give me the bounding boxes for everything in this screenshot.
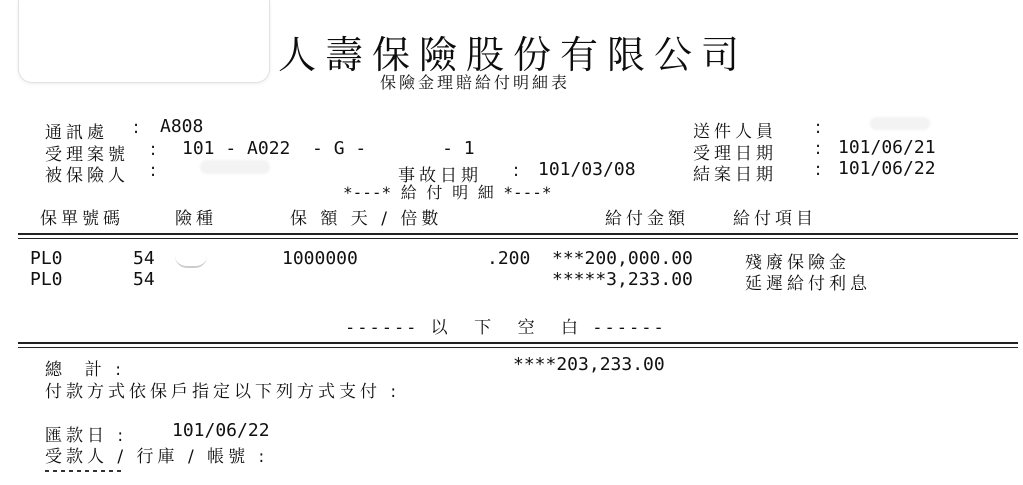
row1-pay: ***200,000.00 <box>552 248 693 269</box>
remit-date-label: 匯款日 : <box>45 426 128 446</box>
sender-colon: : <box>815 117 823 138</box>
accident-date-label: 事故日期 <box>398 166 482 186</box>
row1-policy: PL0 <box>30 248 63 269</box>
payment-note: 付款方式依保戶指定以下列方式支付 : <box>45 382 401 402</box>
close-date-value: 101/06/22 <box>838 158 936 179</box>
redacted-payee-line <box>45 470 125 472</box>
totals-rule-2 <box>18 347 1018 348</box>
total-value: ****203,233.00 <box>513 354 665 375</box>
accept-date-label: 受理日期 <box>693 144 777 164</box>
form-title: 保險金理賠給付明細表 <box>380 73 571 92</box>
row2-pay: *****3,233.00 <box>552 269 693 290</box>
col-type-header: 險種 <box>175 209 217 229</box>
total-label: 總 計 : <box>45 360 125 380</box>
col-pay-item-header: 給付項目 <box>733 209 817 229</box>
accept-colon: : <box>815 138 823 159</box>
sender-label: 送件人員 <box>693 122 777 142</box>
remit-date-value: 101/06/22 <box>172 420 270 441</box>
totals-rule <box>18 342 1018 344</box>
redacted-mark <box>175 256 207 268</box>
redacted-sender <box>870 117 930 130</box>
blank-marker: ------ 以 下 空 白 ------ <box>345 318 666 338</box>
contact-label: 通訊處 <box>45 123 108 143</box>
case-number-label: 受理案號 <box>45 145 129 165</box>
row1-amount: 1000000 <box>282 248 358 269</box>
row1-multiple: .200 <box>487 248 531 269</box>
company-name: 人壽保險股份有限公司 <box>278 33 749 77</box>
row2-type: 54 <box>133 269 155 290</box>
row1-type: 54 <box>133 248 155 269</box>
redacted-logo-area <box>18 0 270 83</box>
accept-date-value: 101/06/21 <box>838 137 936 158</box>
close-colon: : <box>815 159 823 180</box>
case-number-value: 101 - A022 - G - - 1 <box>182 138 475 159</box>
section-banner: *---* 給 付 明 細 *---* <box>343 183 552 202</box>
row1-item: 殘廢保險金 <box>745 253 850 273</box>
col-pay-amount-header: 給付金額 <box>605 209 689 229</box>
payee-label: 受款人 / 行庫 / 帳號 : <box>45 447 269 467</box>
header-rule <box>18 233 1018 235</box>
case-colon: : <box>150 139 158 160</box>
col-policy-header: 保單號碼 <box>40 209 124 229</box>
row2-item: 延遲給付利息 <box>745 274 871 294</box>
col-amount-header: 保 額 天 / 倍數 <box>290 209 443 229</box>
row2-policy: PL0 <box>30 269 63 290</box>
accident-colon: : <box>513 160 521 181</box>
insured-label: 被保險人 <box>45 166 129 186</box>
insured-colon: : <box>150 160 158 181</box>
contact-value: A808 <box>160 116 204 137</box>
accident-date-value: 101/03/08 <box>538 159 636 180</box>
close-date-label: 結案日期 <box>693 165 777 185</box>
redacted-insured-name <box>200 160 270 174</box>
contact-colon: : <box>133 117 141 138</box>
header-rule-2 <box>18 238 1018 239</box>
